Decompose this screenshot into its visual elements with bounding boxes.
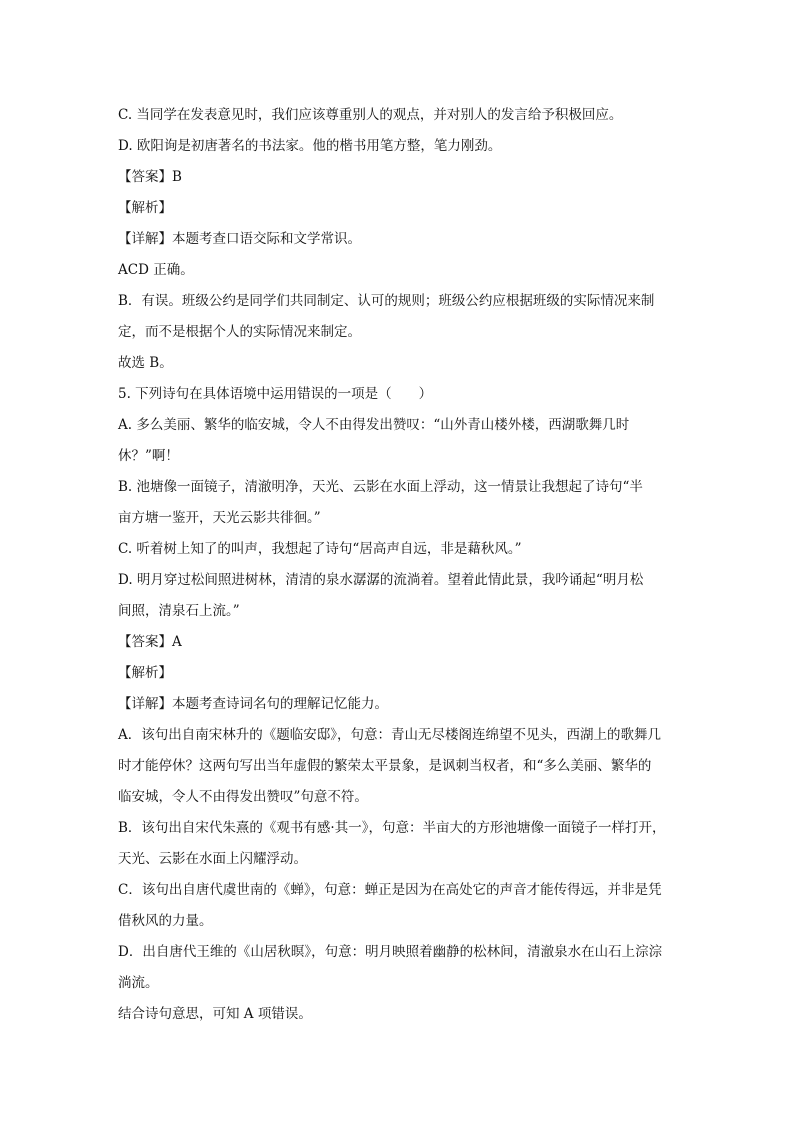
question-5-option-a-continued: 休？”啊！ <box>118 448 179 464</box>
option-d-line: D. 欧阳询是初唐著名的书法家。他的楷书用笔方整，笔力刚劲。 <box>118 138 502 154</box>
analysis-option-a-continued: 临安城，令人不由得发出赞叹”句意不符。 <box>118 789 368 805</box>
analysis-option-d-continued: 淌流。 <box>118 975 159 991</box>
question-5-option-d: D. 明月穿过松间照进树林，清清的泉水潺潺的流淌着。望着此情此景，我吟诵起“明月松 <box>118 572 644 588</box>
explanation-line: B．有误。班级公约是同学们共同制定、认可的规则；班级公约应根据班级的实际情况来制 <box>118 293 655 309</box>
conclusion-line: 故选 B。 <box>118 355 173 371</box>
option-c-line: C. 当同学在发表意见时，我们应该尊重别人的观点，并对别人的发言给予积极回应。 <box>118 107 623 123</box>
explanation-line: ACD 正确。 <box>118 262 194 278</box>
answer-label: 【答案】A <box>118 634 182 650</box>
question-5-option-d-continued: 间照，清泉石上流。” <box>118 603 240 619</box>
document-body <box>118 100 680 1030</box>
analysis-label: 【解析】 <box>118 200 172 216</box>
answer-label: 【答案】B <box>118 169 182 185</box>
analysis-option-a-continued: 时才能停休？这两句写出当年虚假的繁荣太平景象，是讽刺当权者，和“多么美丽、繁华的 <box>118 758 652 774</box>
analysis-option-b-continued: 天光、云影在水面上闪耀浮动。 <box>118 851 307 867</box>
explanation-line: 定，而不是根据个人的实际情况来制定。 <box>118 324 361 340</box>
question-5-option-c: C. 听着树上知了的叫声，我想起了诗句“居高声自远，非是藉秋风。” <box>118 541 522 557</box>
analysis-label: 【解析】 <box>118 665 172 681</box>
final-conclusion: 结合诗句意思，可知 A 项错误。 <box>118 1006 312 1022</box>
detail-explanation: 【详解】本题考查口语交际和文学常识。 <box>118 231 361 247</box>
question-5-option-a: A. 多么美丽、繁华的临安城，令人不由得发出赞叹：“山外青山楼外楼，西湖歌舞几时 <box>118 417 630 433</box>
analysis-option-b: B．该句出自宋代朱熹的《观书有感·其一》，句意：半亩大的方形池塘像一面镜子一样打开， <box>118 820 666 836</box>
analysis-option-a: A．该句出自南宋林升的《题临安邸》，句意：青山无尽楼阁连绵望不见头，西湖上的歌舞几 <box>118 727 661 743</box>
analysis-option-d: D．出自唐代王维的《山居秋暝》，句意：明月映照着幽静的松林间，清澈泉水在山石上淙淙 <box>118 944 663 960</box>
detail-explanation: 【详解】本题考查诗词名句的理解记忆能力。 <box>118 696 388 712</box>
analysis-option-c: C．该句出自唐代虞世南的《蝉》，句意：蝉正是因为在高处它的声音才能传得远，并非是凭 <box>118 882 662 898</box>
question-5-option-b-continued: 亩方塘一鉴开，天光云影共徘徊。” <box>118 510 321 526</box>
analysis-option-c-continued: 借秋风的力量。 <box>118 913 213 929</box>
question-5-option-b: B. 池塘像一面镜子，清澈明净，天光、云影在水面上浮动，这一情景让我想起了诗句“半 <box>118 479 643 495</box>
question-5-stem: 5. 下列诗句在具体语境中运用错误的一项是（ ） <box>118 386 433 402</box>
